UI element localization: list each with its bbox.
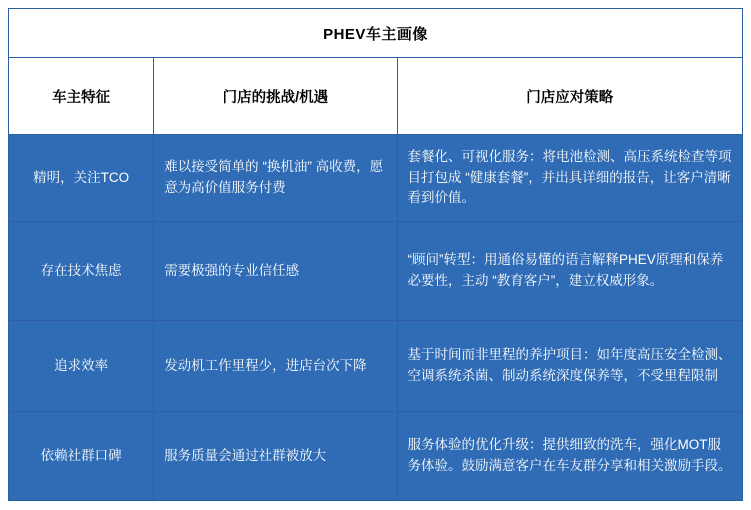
cell-challenge: 难以接受简单的 “换机油” 高收费，愿意为高价值服务付费 — [154, 135, 397, 222]
table-row — [9, 222, 743, 321]
cell-feature: 依赖社群口碑 — [9, 412, 154, 501]
cell-challenge: 需要极强的专业信任感 — [154, 222, 397, 321]
phev-owner-profile-table — [8, 8, 743, 501]
header-row — [9, 58, 743, 135]
cell-challenge: 发动机工作里程少，进店台次下降 — [154, 321, 397, 412]
column-header-challenge: 门店的挑战/机遇 — [154, 58, 397, 135]
table-row — [9, 412, 743, 501]
cell-strategy: “顾问”转型：用通俗易懂的语言解释PHEV原理和保养必要性，主动 “教育客户”，建立权威形象。 — [397, 222, 742, 321]
cell-challenge: 服务质量会通过社群被放大 — [154, 412, 397, 501]
title-row — [9, 9, 743, 58]
table-row — [9, 321, 743, 412]
cell-feature: 追求效率 — [9, 321, 154, 412]
table-row — [9, 135, 743, 222]
cell-strategy: 服务体验的优化升级：提供细致的洗车，强化MOT服务体验。鼓励满意客户在车友群分享和相关激励手段。 — [397, 412, 742, 501]
cell-feature: 存在技术焦虑 — [9, 222, 154, 321]
column-header-strategy: 门店应对策略 — [397, 58, 742, 135]
cell-feature: 精明，关注TCO — [9, 135, 154, 222]
cell-strategy: 基于时间而非里程的养护项目：如年度高压安全检测、空调系统杀菌、制动系统深度保养等，不受里程限制 — [397, 321, 742, 412]
page-title: PHEV车主画像 — [9, 9, 743, 58]
cell-strategy: 套餐化、可视化服务：将电池检测、高压系统检查等项目打包成 “健康套餐”，并出具详细的报告，让客户清晰看到价值。 — [397, 135, 742, 222]
column-header-feature: 车主特征 — [9, 58, 154, 135]
